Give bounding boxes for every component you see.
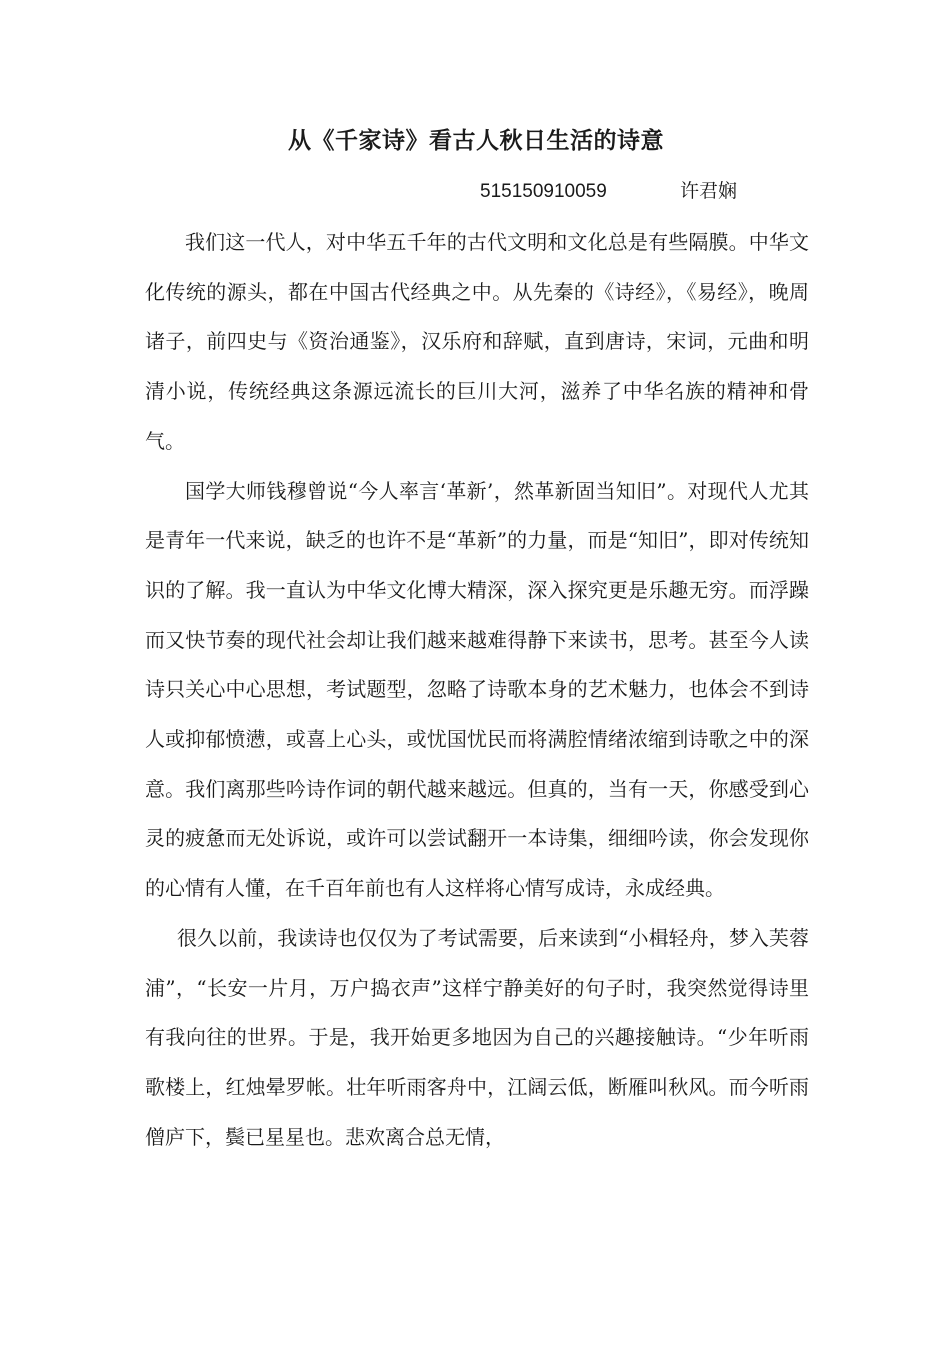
body-paragraph: 国学大师钱穆曾说“今人率言‘革新’，然革新固当知旧”。对现代人尤其是青年一代来说，缺乏的也许不是“革新”的力量，而是“知旧”，即对传统知识的了解。我一直认为中华文化博大精深，深入探究更是乐趣无穷。而浮躁而又快节奏的现代社会却让我们越来越难得静下来读书，思考。甚至今人读诗只关心中心思想，考试题型，忽略了诗歌本身的艺术魅力，也体会不到诗人或抑郁愤懑，或喜上心头，或忧国忧民而将满腔情绪浓缩到诗歌之中的深意。我们离那些吟诗作词的朝代越来越远。但真的，当有一天，你感受到心灵的疲惫而无处诉说，或许可以尝试翻开一本诗集，细细吟读，你会发现你的心情有人懂，在千百年前也有人这样将心情写成诗，永成经典。 <box>145 478 809 901</box>
body-paragraph: 我们这一代人，对中华五千年的古代文明和文化总是有些隔膜。中华文化传统的源头，都在中国古代经典之中。从先秦的《诗经》，《易经》，晚周诸子，前四史与《资治通鉴》，汉乐府和辞赋，直到唐诗，宋词，元曲和明清小说，传统经典这条源远流长的巨川大河，滋养了中华名族的精神和骨气。 <box>145 230 809 453</box>
document-body <box>145 218 809 1162</box>
document-title: 从《千家诗》看古人秋日生活的诗意 <box>288 128 664 154</box>
student-id: 515150910059 <box>480 181 607 202</box>
byline <box>480 175 737 207</box>
body-paragraph: 很久以前，我读诗也仅仅为了考试需要，后来读到“小楫轻舟，梦入芙蓉浦”，“长安一片月，万户捣衣声”这样宁静美好的句子时，我突然觉得诗里有我向往的世界。于是，我开始更多地因为自己的兴趣接触诗。“少年听雨歌楼上，红烛晕罗帐。壮年听雨客舟中，江阔云低，断雁叫秋风。而今听雨僧庐下，鬓已星星也。悲欢离合总无情， <box>145 925 809 1149</box>
author-name: 许君娴 <box>680 180 738 202</box>
